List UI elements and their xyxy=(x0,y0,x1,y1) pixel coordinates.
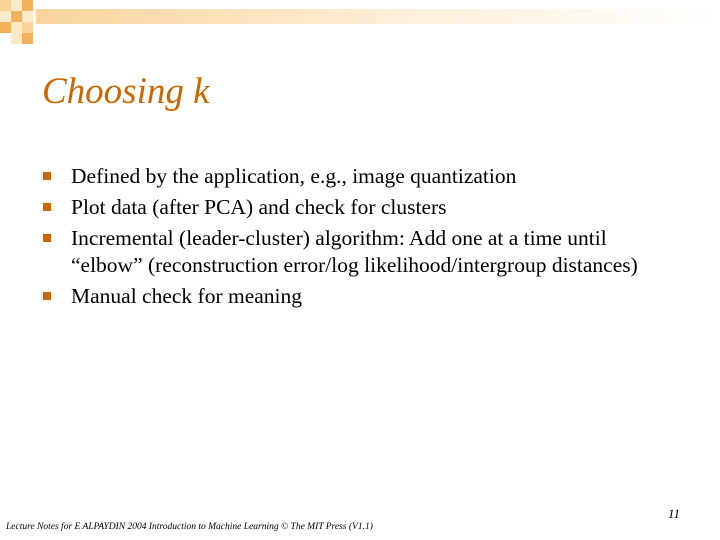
bullet-item xyxy=(42,194,682,221)
square-bullet-icon xyxy=(43,234,51,242)
page-number: 11 xyxy=(667,506,680,521)
bullet-text: Plot data (after PCA) and check for clusters xyxy=(71,195,447,219)
deco-square xyxy=(0,22,11,33)
bullet-item xyxy=(42,283,682,310)
corner-decoration xyxy=(0,0,720,50)
bullet-item xyxy=(42,163,682,190)
deco-square xyxy=(0,0,11,11)
bullet-text: Incremental (leader-cluster) algorithm: Add one at a time until “elbow” (reconstruction error/log likelihood/intergroup distances) xyxy=(71,226,638,277)
deco-square xyxy=(22,33,33,44)
deco-square xyxy=(11,11,22,22)
bullet-text: Defined by the application, e.g., image quantization xyxy=(71,164,517,188)
square-bullet-icon xyxy=(43,292,51,300)
deco-square xyxy=(22,22,33,33)
bullet-text: Manual check for meaning xyxy=(71,284,303,308)
deco-square xyxy=(22,0,33,11)
square-bullet-icon xyxy=(43,172,51,180)
header-band xyxy=(36,9,720,24)
deco-square xyxy=(0,11,11,22)
slide-title: Choosing k xyxy=(42,71,210,112)
bullet-item xyxy=(42,225,682,279)
square-bullet-icon xyxy=(43,203,51,211)
deco-square xyxy=(11,22,22,33)
bullet-list xyxy=(42,163,682,314)
deco-square xyxy=(11,0,22,11)
footer-text: Lecture Notes for E ALPAYDIN 2004 Introduction to Machine Learning © The MIT Press (V1.1) xyxy=(6,522,373,532)
deco-square xyxy=(22,11,33,22)
deco-square xyxy=(11,33,22,44)
